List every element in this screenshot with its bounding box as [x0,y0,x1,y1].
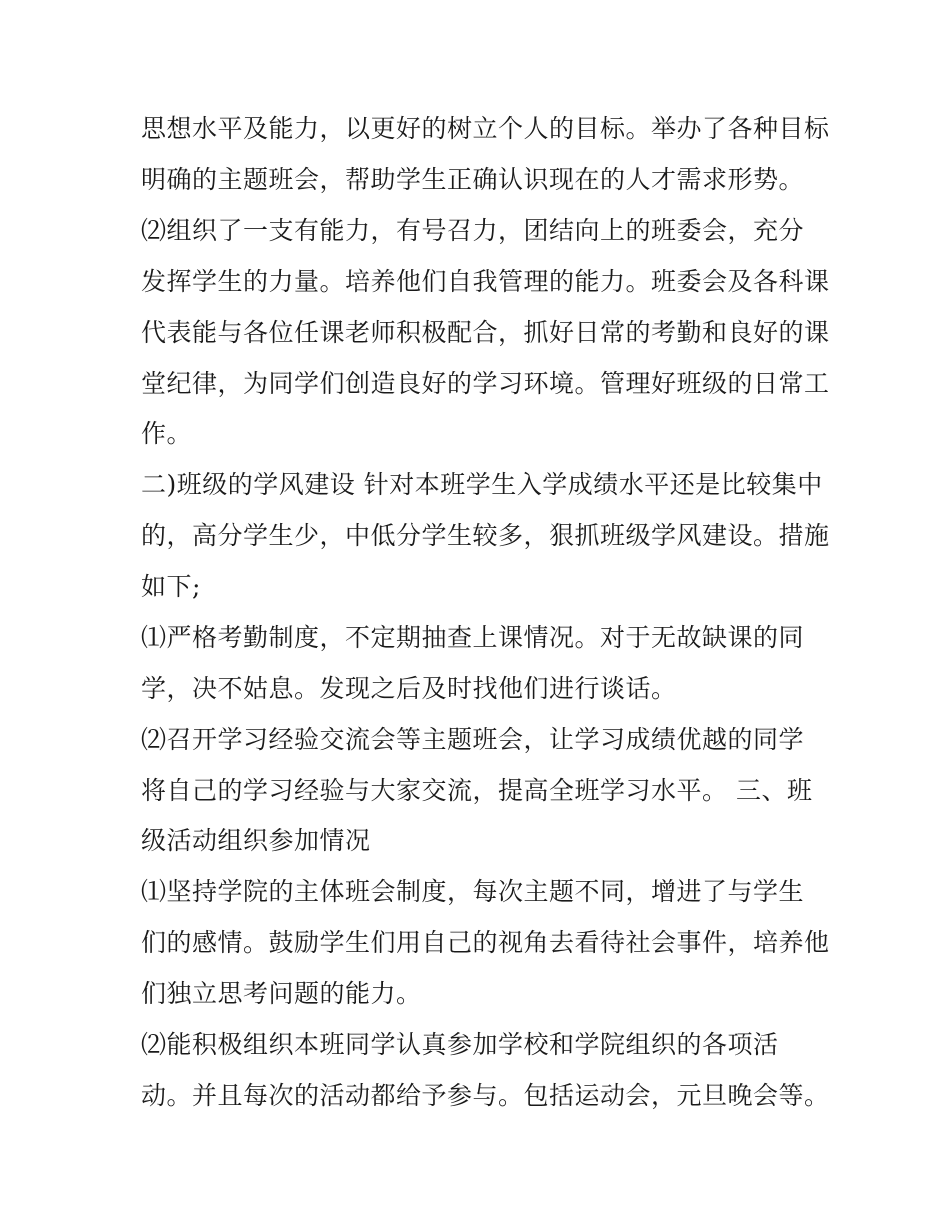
text-line: 的，高分学生少，中低分学生较多，狠抓班级学风建设。措施 [141,521,830,550]
text-line: 发挥学生的力量。培养他们自我管理的能力。班委会及各科课 [141,267,830,296]
section-heading-line: 级活动组织参加情况 [141,826,371,855]
section-heading-line: 二)班级的学风建设 针对本班学生入学成绩水平还是比较集中 [141,470,823,499]
text-line: 代表能与各位任课老师积极配合，抓好日常的考勤和良好的课 [141,318,830,347]
text-line: 将自己的学习经验与大家交流，提高全班学习水平。 三、班 [141,776,813,805]
text-line: ⑵召开学习经验交流会等主题班会，让学习成绩优越的同学 [141,725,805,754]
text-line: ⑵组织了一支有能力，有号召力，团结向上的班委会，充分 [141,216,805,245]
text-line: ⑴严格考勤制度，不定期抽查上课情况。对于无故缺课的同 [141,623,805,652]
text-line: 作。 [141,419,193,448]
text-line: 们的感情。鼓励学生们用自己的视角去看待社会事件，培养他 [141,928,830,957]
text-line: 明确的主题班会，帮助学生正确认识现在的人才需求形势。 [141,165,805,194]
text-line: 动。并且每次的活动都给予参与。包括运动会，元旦晚会等。 [141,1081,830,1110]
text-line: 学，决不姑息。发现之后及时找他们进行谈话。 [141,674,677,703]
text-line: 们独立思考问题的能力。 [141,979,422,1008]
text-line: 如下; [141,572,201,601]
text-line: 堂纪律，为同学们创造良好的学习环境。管理好班级的日常工 [141,369,830,398]
text-line: ⑴坚持学院的主体班会制度，每次主题不同，增进了与学生 [141,877,805,906]
text-line: 思想水平及能力，以更好的树立个人的目标。举办了各种目标 [141,114,830,143]
text-line: ⑵能积极组织本班同学认真参加学校和学院组织的各项活 [141,1030,779,1059]
